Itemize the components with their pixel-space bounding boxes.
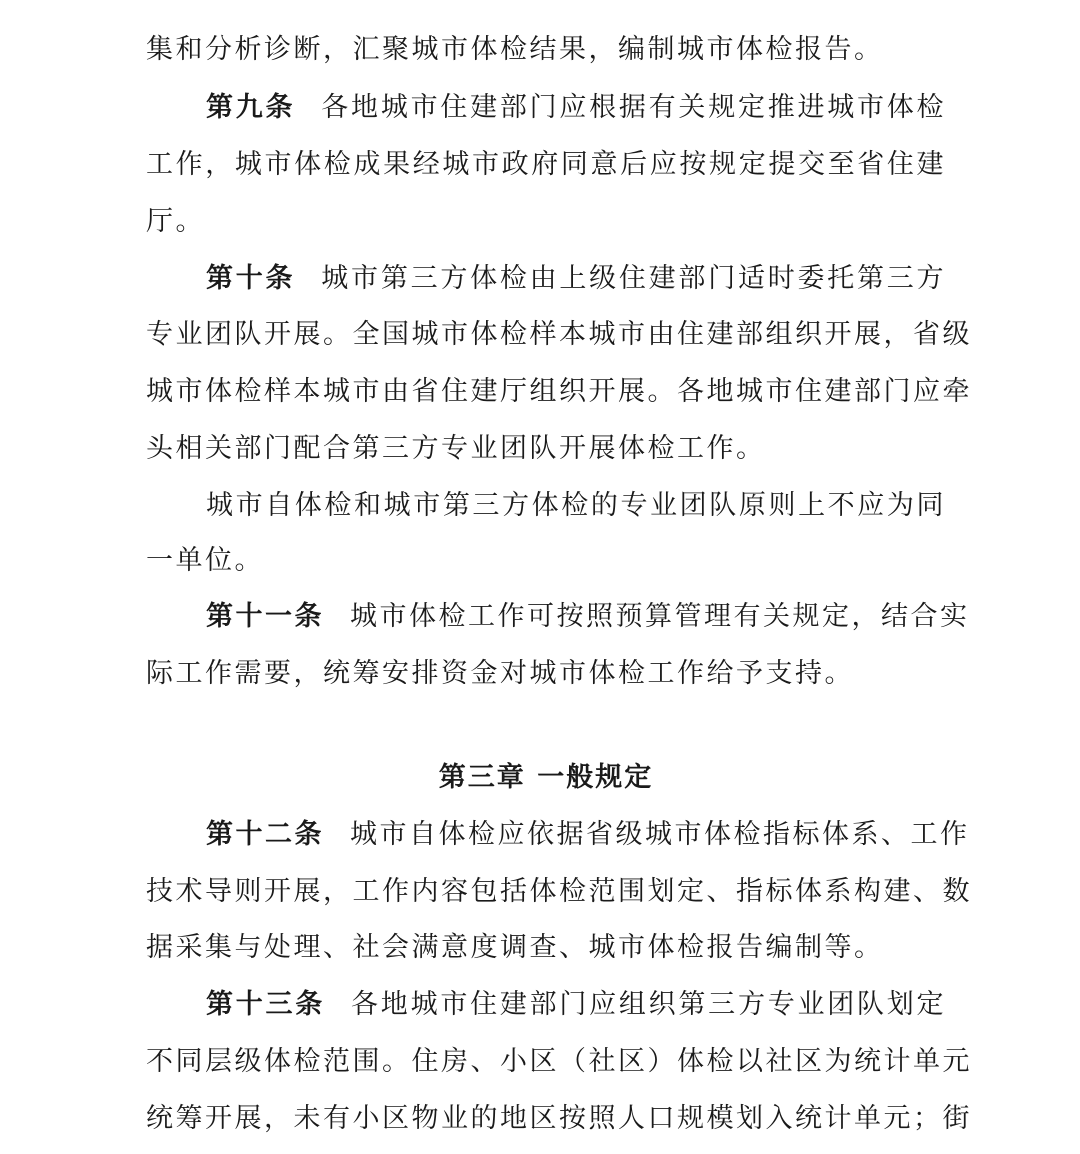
text-line: 据采集与处理、社会满意度调查、城市体检报告编制等。 — [146, 932, 884, 963]
article-10-label: 第十条 — [206, 263, 296, 294]
text-line: 专业团队开展。全国城市体检样本城市由住建部组织开展，省级 — [146, 319, 972, 350]
text-line: 际工作需要，统筹安排资金对城市体检工作给予支持。 — [146, 658, 854, 689]
article-12-text: 城市自体检应依据省级城市体检指标体系、工作 — [350, 819, 970, 850]
article-12-label: 第十二条 — [206, 819, 324, 850]
text-line: 技术导则开展，工作内容包括体检范围划定、指标体系构建、数 — [146, 876, 972, 907]
article-11-text: 城市体检工作可按照预算管理有关规定，结合实 — [350, 601, 970, 632]
text-line: 工作，城市体检成果经城市政府同意后应按规定提交至省住建 — [146, 149, 946, 180]
text-line: 城市体检样本城市由省住建厅组织开展。各地城市住建部门应牵 — [146, 376, 972, 407]
text-line: 厅。 — [146, 206, 205, 237]
article-9-line-1 — [146, 88, 946, 128]
article-11-line-1 — [146, 597, 970, 637]
article-13-label: 第十三条 — [206, 989, 326, 1020]
article-13-text: 各地城市住建部门应组织第三方专业团队划定 — [351, 989, 947, 1020]
text-line: 集和分析诊断，汇聚城市体检结果，编制城市体检报告。 — [146, 34, 884, 65]
article-9-label: 第九条 — [206, 92, 296, 123]
text-line: 统筹开展，未有小区物业的地区按照人口规模划入统计单元；街 — [146, 1103, 972, 1134]
text-line: 城市自体检和城市第三方体检的专业团队原则上不应为同 — [206, 490, 946, 521]
text-line: 不同层级体检范围。住房、小区（社区）体检以社区为统计单元 — [146, 1046, 972, 1077]
chapter-heading: 第三章 一般规定 — [438, 762, 654, 793]
text-line: 一单位。 — [146, 545, 264, 576]
article-10-text: 城市第三方体检由上级住建部门适时委托第三方 — [321, 263, 947, 294]
article-13-line-1 — [146, 985, 946, 1025]
document-page — [146, 0, 972, 1154]
article-10-line-1 — [146, 259, 946, 299]
article-12-line-1 — [146, 815, 970, 855]
article-11-label: 第十一条 — [206, 601, 324, 632]
article-9-text: 各地城市住建部门应根据有关规定推进城市体检 — [321, 92, 947, 123]
text-line: 头相关部门配合第三方专业团队开展体检工作。 — [146, 433, 766, 464]
